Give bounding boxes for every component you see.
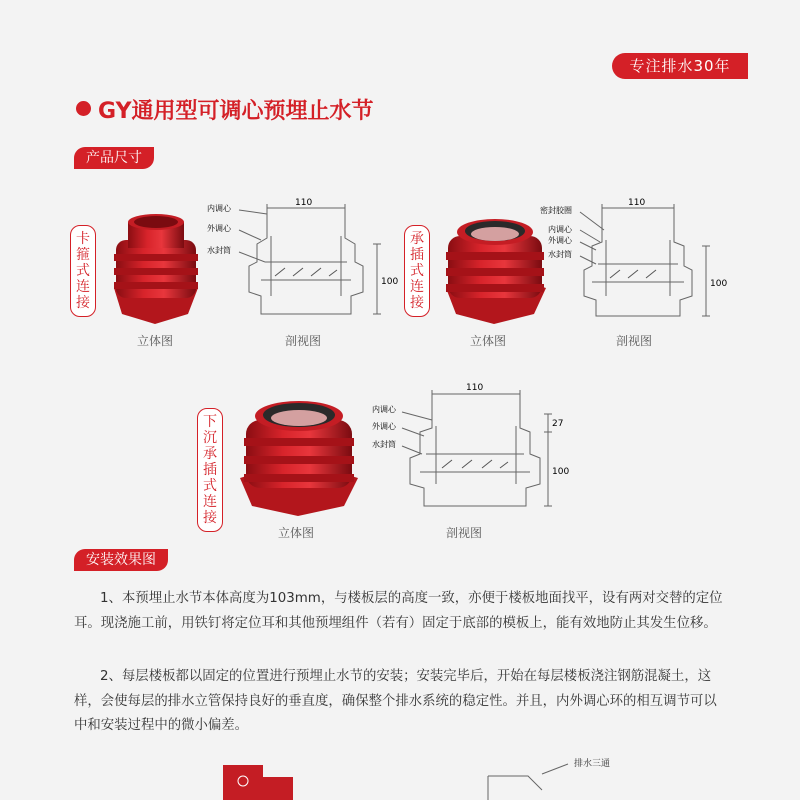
dim-height: 100	[552, 467, 570, 477]
caption-3d-view: 立体图	[469, 334, 506, 348]
section-header-install: 安装效果图	[74, 549, 168, 571]
caption-section-view: 剖视图	[615, 334, 652, 348]
section-drawing	[205, 196, 400, 336]
part-label: 外调心	[548, 236, 572, 245]
section-drawing	[370, 380, 570, 525]
product-3d-image	[436, 206, 556, 326]
install-photo	[215, 765, 295, 800]
product-3d-image	[100, 210, 210, 330]
section-header-size: 产品尺寸	[74, 147, 154, 169]
part-label: 外调心	[372, 422, 396, 431]
dim-top: 27	[552, 419, 564, 429]
caption-section-view: 剖视图	[284, 334, 321, 348]
part-label: 外调心	[207, 224, 231, 233]
pipe-tee-label: 排水三通	[574, 759, 611, 769]
paragraph-2: 2、每层楼板都以固定的位置进行预埋止水节的安装；安装完毕后，开始在每层楼板浇注钢筋混凝土，这样，会使每层的排水立管保持良好的垂直度，确保整个排水系统的稳定性。并且，内外调心环的相互调节可以中和安装过程中的微小偏差。	[74, 669, 717, 733]
part-label: 内调心	[548, 225, 572, 234]
title-bullet-icon	[76, 101, 91, 116]
product-3d-image	[232, 388, 367, 520]
part-label: 密封胶圈	[540, 206, 572, 215]
caption-3d-view: 立体图	[136, 334, 173, 348]
part-label: 水封筒	[548, 250, 572, 259]
page-title: GY通用型可调心预埋止水节	[98, 99, 374, 124]
slogan-badge: 专注排水30年	[612, 53, 748, 79]
dim-width: 110	[466, 383, 484, 393]
part-label: 水封筒	[372, 440, 396, 449]
dim-height: 100	[710, 279, 728, 289]
caption-3d-view: 立体图	[277, 526, 314, 540]
paragraph-1: 1、本预埋止水节本体高度为103mm，与楼板层的高度一致，亦便于楼板地面找平，设有两对交替的定位耳。现浇施工前，用铁钉将定位耳和其他预埋组件（若有）固定于底部的模板上，能有效地防止其发生位移。	[74, 591, 723, 631]
dim-width: 110	[628, 198, 646, 208]
product-type-label: 下沉承插式连接	[197, 408, 223, 532]
product-type-label: 卡箍式连接	[70, 225, 96, 317]
part-label: 水封筒	[207, 246, 231, 255]
product-type-label: 承插式连接	[404, 225, 430, 317]
caption-section-view: 剖视图	[445, 526, 482, 540]
dim-width: 110	[295, 198, 313, 208]
part-label: 内调心	[207, 204, 231, 213]
dim-height: 100	[381, 277, 399, 287]
section-drawing	[540, 196, 730, 336]
part-label: 内调心	[372, 405, 396, 414]
